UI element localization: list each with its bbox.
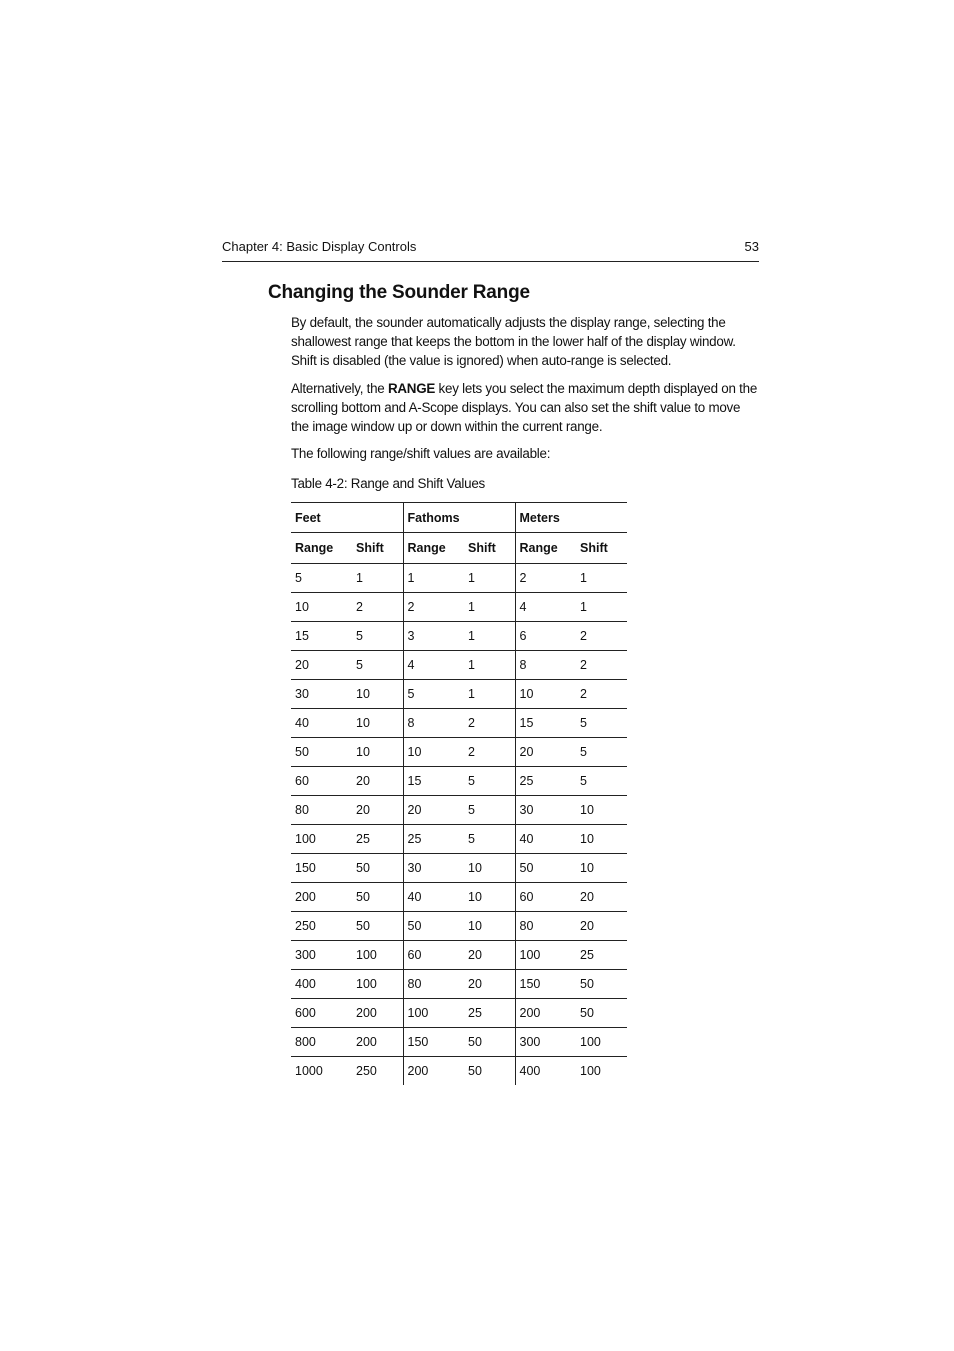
table-cell: 100 — [291, 825, 352, 854]
range-key-label: RANGE — [387, 381, 436, 396]
table-cell: 200 — [352, 999, 403, 1028]
table-cell: 1 — [464, 593, 515, 622]
table-cell: 25 — [352, 825, 403, 854]
table-cell: 5 — [464, 767, 515, 796]
table-cell: 10 — [464, 912, 515, 941]
table-cell: 1 — [464, 651, 515, 680]
table-cell: 1 — [464, 564, 515, 593]
column-header: Range — [515, 533, 576, 564]
paragraph-range-key — [291, 379, 761, 436]
table-cell: 15 — [515, 709, 576, 738]
table-cell: 1 — [403, 564, 464, 593]
paragraph-auto-range: By default, the sounder automatically adjusts the display range, selecting the shallowest range that keeps the bottom in the lower half of the display window. Shift is disabled (the value is ignored) when auto-range is selected. — [291, 315, 736, 368]
table-cell: 20 — [464, 970, 515, 999]
table-row — [291, 1057, 627, 1086]
table-cell: 50 — [576, 970, 627, 999]
table-cell: 50 — [352, 854, 403, 883]
table-cell: 8 — [515, 651, 576, 680]
table-cell: 50 — [576, 999, 627, 1028]
table-cell: 250 — [356, 1064, 377, 1078]
group-header-feet: Feet — [291, 503, 403, 533]
table-cell: 1 — [464, 622, 515, 651]
table-subheader-row — [291, 533, 627, 564]
table-cell: 1000 — [295, 1064, 323, 1078]
table-cell: 5 — [576, 709, 627, 738]
table-cell: 100 — [352, 941, 403, 970]
table-cell: 25 — [403, 825, 464, 854]
chapter-title: Chapter 4: Basic Display Controls — [222, 239, 417, 254]
table-row — [291, 593, 627, 622]
table-cell: 150 — [515, 970, 576, 999]
table-cell: 2 — [352, 593, 403, 622]
column-header: Shift — [464, 533, 515, 564]
table-cell: 1 — [576, 564, 627, 593]
table-row — [291, 680, 627, 709]
table-cell: 50 — [515, 854, 576, 883]
table-caption: Table 4-2: Range and Shift Values — [291, 476, 485, 491]
table-cell: 2 — [403, 593, 464, 622]
table-cell: 2 — [576, 680, 627, 709]
table-cell: 150 — [403, 1028, 464, 1057]
table-row — [291, 738, 627, 767]
table-cell: 10 — [291, 593, 352, 622]
table-cell: 50 — [352, 912, 403, 941]
table-cell: 5 — [576, 767, 627, 796]
table-cell: 80 — [515, 912, 576, 941]
table-row — [291, 622, 627, 651]
table-cell: 60 — [291, 767, 352, 796]
table-cell: 5 — [464, 825, 515, 854]
table-cell: 15 — [403, 767, 464, 796]
column-header: Range — [291, 533, 352, 564]
table-row — [291, 912, 627, 941]
table-cell: 10 — [576, 854, 627, 883]
table-cell: 50 — [468, 1064, 482, 1078]
table-cell: 5 — [464, 796, 515, 825]
table-cell: 2 — [464, 738, 515, 767]
table-row — [291, 970, 627, 999]
table-cell: 300 — [515, 1028, 576, 1057]
table-cell: 200 — [403, 1057, 464, 1086]
table-cell: 50 — [352, 883, 403, 912]
table-row — [291, 767, 627, 796]
paragraph-text-after: key lets you select the maximum depth displayed on the scrolling bottom and A-Scope displays. You can also set the shift value to move the image window up or down within the current range. — [291, 381, 758, 434]
table-cell: 400 — [291, 970, 352, 999]
table-row — [291, 709, 627, 738]
group-header-fathoms: Fathoms — [403, 503, 515, 533]
group-header-meters: Meters — [515, 503, 627, 533]
table-cell: 10 — [464, 854, 515, 883]
table-cell: 10 — [515, 680, 576, 709]
table-cell: 15 — [291, 622, 352, 651]
table-cell: 5 — [576, 738, 627, 767]
column-header: Shift — [352, 533, 403, 564]
table-cell: 20 — [352, 796, 403, 825]
table-cell: 20 — [576, 883, 627, 912]
table-cell: 25 — [515, 767, 576, 796]
table-cell: 300 — [291, 941, 352, 970]
table-cell: 40 — [291, 709, 352, 738]
table-row — [291, 854, 627, 883]
table-cell: 50 — [291, 738, 352, 767]
table-cell: 20 — [352, 767, 403, 796]
table-cell: 1 — [352, 564, 403, 593]
table-cell: 8 — [403, 709, 464, 738]
table-cell: 20 — [515, 738, 576, 767]
table-cell: 10 — [352, 709, 403, 738]
table-cell: 2 — [515, 564, 576, 593]
table-cell: 5 — [291, 564, 352, 593]
table-cell: 200 — [291, 883, 352, 912]
table-cell: 400 — [515, 1057, 576, 1086]
column-header: Range — [403, 533, 464, 564]
table-row — [291, 1028, 627, 1057]
table-cell: 10 — [576, 796, 627, 825]
table-cell: 20 — [576, 912, 627, 941]
table-cell: 200 — [352, 1028, 403, 1057]
table-cell: 30 — [515, 796, 576, 825]
table-cell: 1 — [464, 680, 515, 709]
table-cell: 20 — [464, 941, 515, 970]
table-row — [291, 825, 627, 854]
table-cell: 2 — [576, 651, 627, 680]
table-cell: 10 — [352, 738, 403, 767]
table-cell: 20 — [403, 796, 464, 825]
table-cell: 100 — [580, 1064, 601, 1078]
table-cell: 10 — [403, 738, 464, 767]
table-row — [291, 796, 627, 825]
table-row — [291, 883, 627, 912]
table-cell: 40 — [515, 825, 576, 854]
table-cell: 10 — [576, 825, 627, 854]
table-cell: 10 — [352, 680, 403, 709]
table-cell: 3 — [403, 622, 464, 651]
table-cell: 600 — [291, 999, 352, 1028]
table-cell: 20 — [291, 651, 352, 680]
table-cell: 60 — [403, 941, 464, 970]
table-cell: 30 — [291, 680, 352, 709]
table-cell: 2 — [576, 622, 627, 651]
table-cell: 100 — [403, 999, 464, 1028]
table-cell: 100 — [576, 1028, 627, 1057]
table-cell: 5 — [403, 680, 464, 709]
table-cell: 200 — [515, 999, 576, 1028]
range-shift-table — [291, 502, 627, 1085]
table-cell: 10 — [464, 883, 515, 912]
table-row — [291, 564, 627, 593]
page-header — [222, 238, 759, 262]
table-cell: 5 — [352, 622, 403, 651]
table-cell: 800 — [291, 1028, 352, 1057]
table-group-header-row — [291, 503, 627, 533]
table-cell: 250 — [291, 912, 352, 941]
table-cell: 150 — [291, 854, 352, 883]
table-cell: 5 — [352, 651, 403, 680]
table-cell: 80 — [403, 970, 464, 999]
table-cell: 25 — [576, 941, 627, 970]
page-number: 53 — [744, 239, 759, 254]
table-cell: 2 — [464, 709, 515, 738]
table-cell: 50 — [464, 1028, 515, 1057]
table-cell: 1 — [576, 593, 627, 622]
table-cell: 50 — [403, 912, 464, 941]
table-cell: 25 — [464, 999, 515, 1028]
table-cell: 80 — [291, 796, 352, 825]
table-cell: 4 — [515, 593, 576, 622]
table-cell: 30 — [403, 854, 464, 883]
table-cell: 100 — [515, 941, 576, 970]
table-body — [291, 564, 627, 1086]
table-cell: 4 — [403, 651, 464, 680]
table-row — [291, 651, 627, 680]
table-cell: 6 — [515, 622, 576, 651]
section-title: Changing the Sounder Range — [268, 282, 530, 303]
paragraph-text-before: Alternatively, the — [291, 381, 388, 396]
paragraph-intro-table: The following range/shift values are available: — [291, 446, 551, 461]
table-row — [291, 941, 627, 970]
table-cell: 40 — [403, 883, 464, 912]
table-cell: 100 — [352, 970, 403, 999]
table-row — [291, 999, 627, 1028]
table-cell: 60 — [515, 883, 576, 912]
column-header: Shift — [576, 533, 627, 564]
